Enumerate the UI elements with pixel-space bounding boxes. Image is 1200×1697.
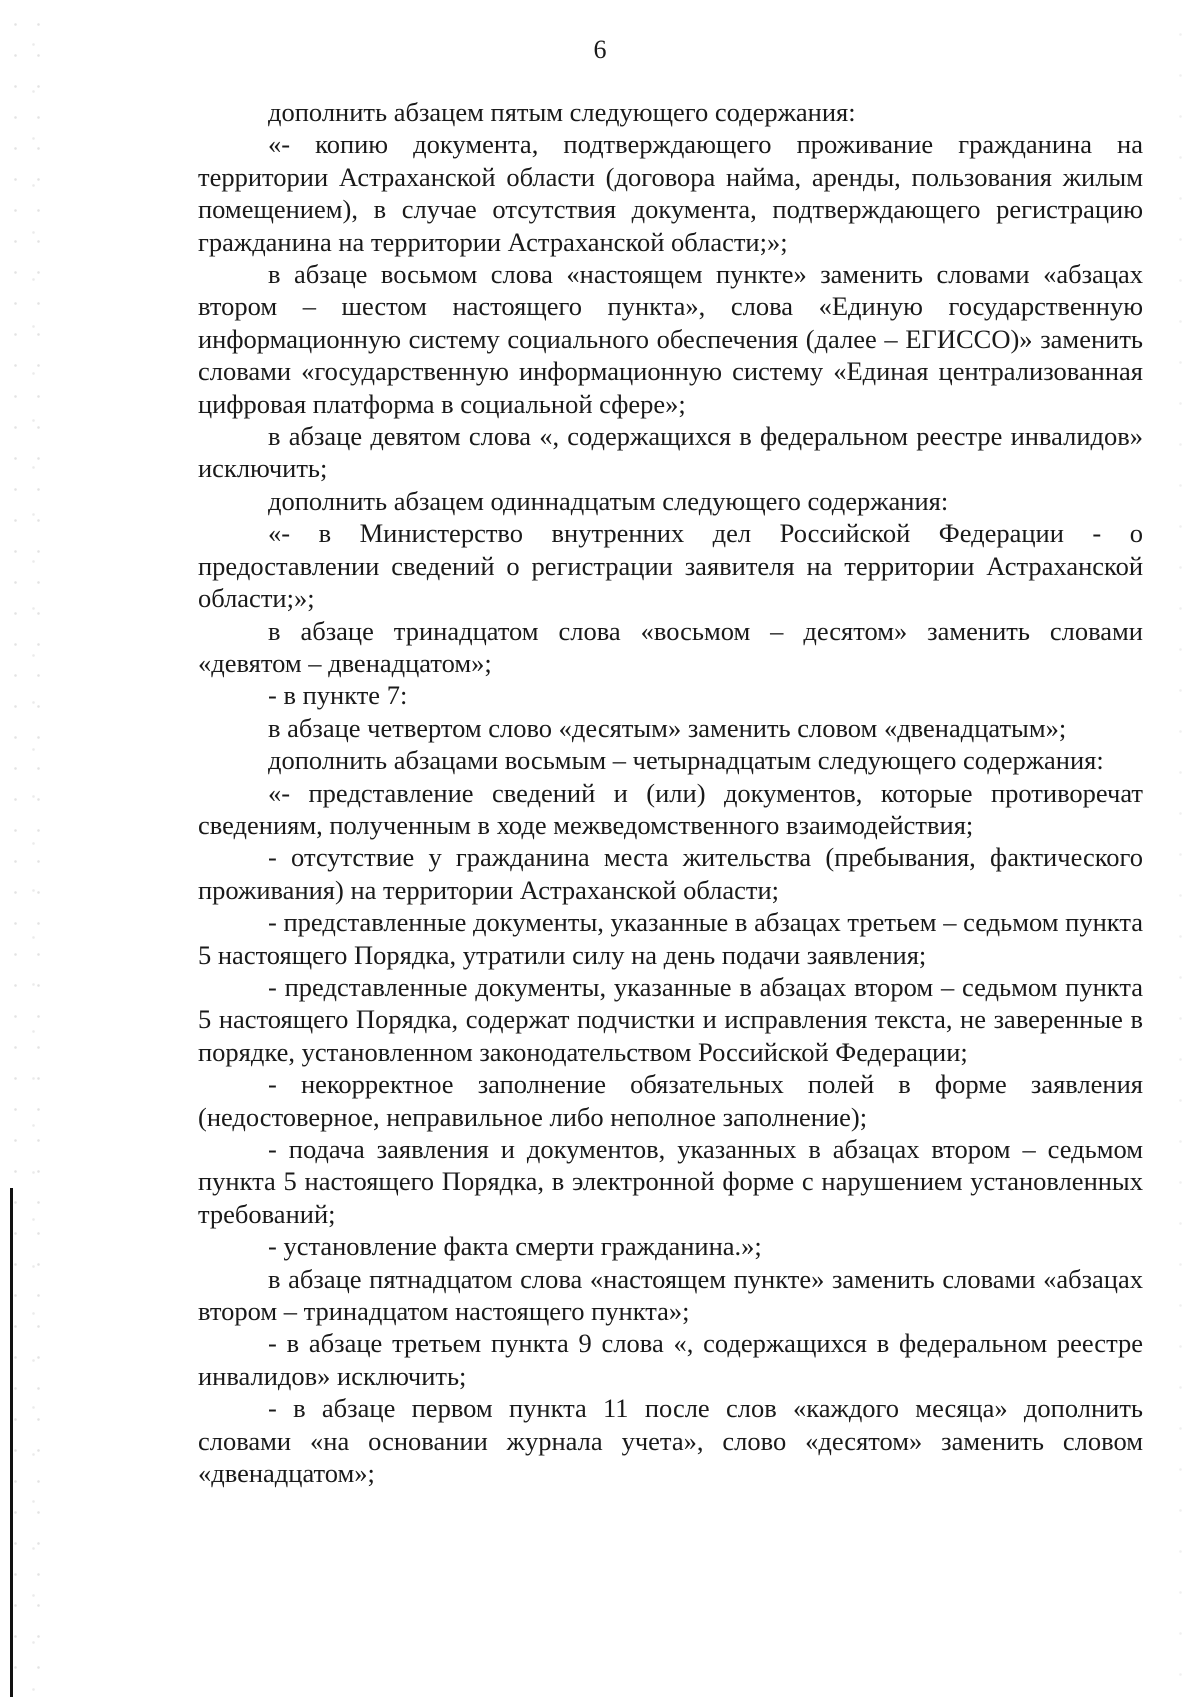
page-number: 6: [593, 35, 607, 64]
paragraph: - в абзаце третьем пункта 9 слова «, содержащихся в федеральном реестре инвалидов» исключить;: [198, 1328, 1143, 1391]
paragraph: в абзаце четвертом слово «десятым» заменить словом «двенадцатым»;: [268, 712, 1067, 743]
paragraph: «- копию документа, подтверждающего проживание гражданина на территории Астраханской области (договора найма, аренды, пользования жилым помещением), в случае отсутствия документа, подтверждающего регистрацию гражданина на территории Астраханской области;»;: [198, 129, 1143, 257]
paragraph: - подача заявления и документов, указанных в абзацах втором – седьмом пункта 5 настоящего Порядка, в электронной форме с нарушением установленных требований;: [198, 1134, 1143, 1229]
paragraph: - представленные документы, указанные в абзацах третьем – седьмом пункта 5 настоящего Порядка, утратили силу на день подачи заявления;: [198, 907, 1143, 970]
paragraph: в абзаце пятнадцатом слова «настоящем пункте» заменить словами «абзацах втором – тринадцатом настоящего пункта»;: [198, 1263, 1143, 1327]
paragraph: - некорректное заполнение обязательных полей в форме заявления (недостоверное, неправильное либо неполное заполнение);: [198, 1069, 1143, 1132]
paragraph: - представленные документы, указанные в абзацах втором – седьмом пункта 5 настоящего Порядка, содержат подчистки и исправления текста, не заверенные в порядке, установленном законодательством Российской Федерации;: [198, 971, 1143, 1067]
paragraph: «- представление сведений и (или) документов, которые противоречат сведениям, полученным в ходе межведомственного взаимодействия;: [198, 777, 1143, 840]
paragraph: дополнить абзацем пятым следующего содержания:: [268, 97, 856, 127]
paragraph: в абзаце тринадцатом слова «восьмом – десятом» заменить словами «девятом – двенадцатом»;: [198, 615, 1143, 678]
paragraph: дополнить абзацами восьмым – четырнадцатым следующего содержания:: [268, 745, 1104, 776]
paragraph: в абзаце восьмом слова «настоящем пункте» заменить словами «абзацах втором – шестом настоящего пункта», слова «Единую государственную информационную систему социального обеспечения (далее – ЕГИССО)» заменить словами «государственную информационную систему «Единая централизованная цифровая платформа в социальной сфере»;: [198, 259, 1143, 419]
scan-noise-left: [0, 0, 60, 1697]
paragraph: - в пункте 7:: [268, 680, 408, 711]
scan-noise-right: [1160, 0, 1200, 1697]
paragraph: «- в Министерство внутренних дел Российской Федерации - о предоставлении сведений о регистрации заявителя на территории Астраханской области;»;: [198, 518, 1143, 614]
paragraph: в абзаце девятом слова «, содержащихся в федеральном реестре инвалидов» исключить;: [198, 421, 1143, 484]
paragraph: - в абзаце первом пункта 11 после слов «каждого месяца» дополнить словами «на основании журнала учета», слово «десятом» заменить словом «двенадцатом»;: [198, 1393, 1143, 1489]
paragraph: - установление факта смерти гражданина.»;: [268, 1231, 762, 1262]
document-body: [198, 96, 1143, 1489]
paragraph: - отсутствие у гражданина места жительства (пребывания, фактического проживания) на территории Астраханской области;: [198, 842, 1143, 905]
paragraph: дополнить абзацем одиннадцатым следующего содержания:: [268, 485, 949, 516]
scan-edge-line: [10, 1188, 13, 1697]
